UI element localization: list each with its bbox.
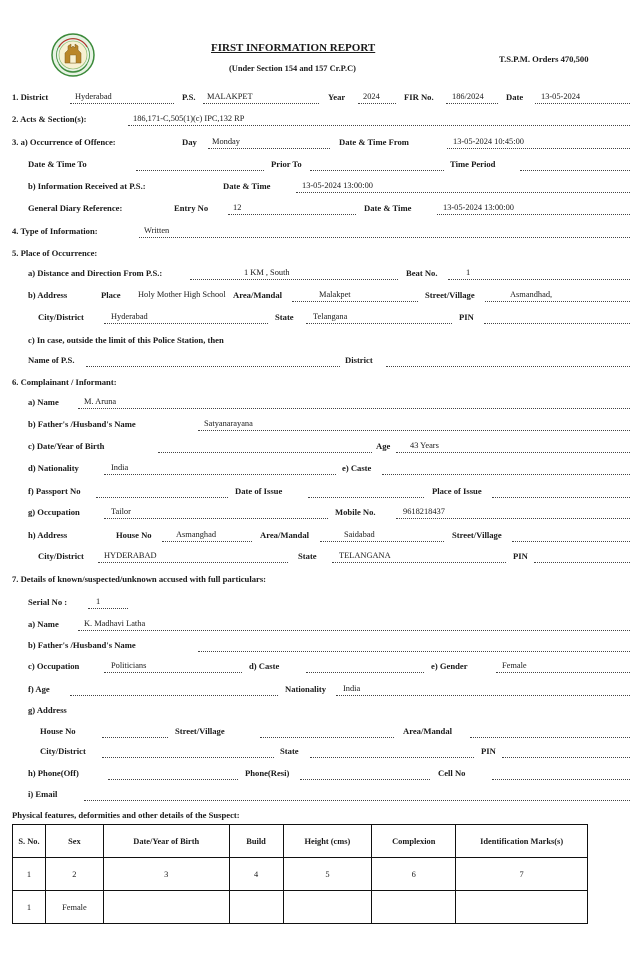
distance-label: a) Distance and Direction From P.S.: xyxy=(28,268,163,278)
dotted-line xyxy=(86,366,340,367)
accused-area-label: Area/Mandal xyxy=(403,726,453,736)
accused-city-label: City/District xyxy=(40,746,86,756)
accused-occupation-label: c) Occupation xyxy=(28,661,80,671)
ps-value: MALAKPET xyxy=(207,92,253,101)
gd-datetime-label: Date & Time xyxy=(364,203,412,213)
serial-no-value: 1 xyxy=(96,597,101,606)
time-period-label: Time Period xyxy=(450,159,496,169)
dotted-line xyxy=(84,800,630,801)
date-to-label: Date & Time To xyxy=(28,159,87,169)
info-received-label: b) Information Received at P.S.: xyxy=(28,181,146,191)
dotted-line xyxy=(78,408,630,409)
complainant-pin-label: PIN xyxy=(513,551,528,561)
address-label: b) Address xyxy=(28,290,68,300)
area-mandal-label: Area/Mandal xyxy=(233,290,283,300)
dotted-line xyxy=(300,779,430,780)
dotted-line xyxy=(139,237,630,238)
dotted-line xyxy=(496,672,630,673)
number-cell: 1 xyxy=(13,858,46,891)
accused-gender-value: Female xyxy=(502,661,527,670)
number-cell: 6 xyxy=(372,858,456,891)
occurrence-label: 3. a) Occurrence of Offence: xyxy=(12,137,116,147)
accused-state-label: State xyxy=(280,746,299,756)
fir-value: 186/2024 xyxy=(452,92,484,101)
dotted-line xyxy=(492,779,630,780)
dotted-line xyxy=(296,192,630,193)
name-ps-label: Name of P.S. xyxy=(28,355,75,365)
dotted-line xyxy=(104,474,336,475)
complainant-state-label: State xyxy=(298,551,317,561)
distance-value: 1 KM , South xyxy=(244,268,290,277)
dotted-line xyxy=(104,518,328,519)
place-occurrence-label: 5. Place of Occurrence: xyxy=(12,248,98,258)
dotted-line xyxy=(308,497,424,498)
dotted-line xyxy=(382,474,630,475)
complainant-address-label: h) Address xyxy=(28,530,68,540)
header-cell: S. No. xyxy=(13,825,46,858)
complainant-city-value: HYDERABAD xyxy=(104,551,157,560)
dotted-line xyxy=(198,651,630,652)
house-no-label: House No xyxy=(116,530,152,540)
info-datetime-label: Date & Time xyxy=(223,181,271,191)
data-cell: 1 xyxy=(13,891,46,924)
pin-label: PIN xyxy=(459,312,474,322)
dotted-line xyxy=(485,301,630,302)
dotted-line xyxy=(492,497,630,498)
mobile-label: Mobile No. xyxy=(335,507,376,517)
place-label: Place xyxy=(101,290,121,300)
dotted-line xyxy=(512,541,630,542)
complainant-caste-label: e) Caste xyxy=(342,463,372,473)
house-no-value: Asmanghad xyxy=(176,530,217,539)
place-value: Holy Mother High School xyxy=(138,290,226,299)
header-cell: Date/Year of Birth xyxy=(103,825,229,858)
day-value: Monday xyxy=(212,137,240,146)
complainant-name-value: M. Aruna xyxy=(84,397,117,406)
accused-street-label: Street/Village xyxy=(175,726,225,736)
phone-office-label: h) Phone(Off) xyxy=(28,768,79,778)
dotted-line xyxy=(535,103,630,104)
date-value: 13-05-2024 xyxy=(541,92,581,101)
dotted-line xyxy=(102,757,274,758)
data-cell xyxy=(103,891,229,924)
dotted-line xyxy=(484,323,630,324)
email-label: i) Email xyxy=(28,789,58,799)
year-value: 2024 xyxy=(363,92,380,101)
acts-label: 2. Acts & Section(s): xyxy=(12,114,87,124)
dotted-line xyxy=(102,737,168,738)
dotted-line xyxy=(320,541,444,542)
complainant-area-label: Area/Mandal xyxy=(260,530,310,540)
orders-reference: T.S.P.M. Orders 470,500 xyxy=(499,54,589,64)
complainant-nationality-label: d) Nationality xyxy=(28,463,79,473)
number-cell: 2 xyxy=(45,858,103,891)
entry-no-value: 12 xyxy=(233,203,242,212)
district-value: Hyderabad xyxy=(75,92,112,101)
dotted-line xyxy=(136,170,264,171)
dotted-line xyxy=(332,562,506,563)
entry-no-label: Entry No xyxy=(174,203,209,213)
complainant-state-value: TELANGANA xyxy=(339,551,391,560)
type-info-value: Written xyxy=(144,226,170,235)
complainant-father-value: Satyanarayana xyxy=(204,419,253,428)
dotted-line xyxy=(310,757,474,758)
table-number-row xyxy=(13,858,588,891)
date-label: Date xyxy=(506,92,524,102)
report-title: FIRST INFORMATION REPORT xyxy=(211,42,376,54)
accused-name-value: K. Madhavi Latha xyxy=(84,619,146,628)
outside-district-label: District xyxy=(345,355,373,365)
accused-name-label: a) Name xyxy=(28,619,59,629)
dotted-line xyxy=(108,779,238,780)
info-datetime-value: 13-05-2024 13:00:00 xyxy=(302,181,373,190)
dotted-line xyxy=(386,366,630,367)
data-cell xyxy=(372,891,456,924)
issue-date-label: Date of Issue xyxy=(235,486,283,496)
complainant-occupation-label: g) Occupation xyxy=(28,507,80,517)
dotted-line xyxy=(78,630,630,631)
dotted-line xyxy=(203,103,319,104)
accused-nationality-label: Nationality xyxy=(285,684,327,694)
street-village-label: Street/Village xyxy=(425,290,475,300)
complainant-street-label: Street/Village xyxy=(452,530,502,540)
state-value: Telangana xyxy=(313,312,348,321)
dotted-line xyxy=(448,279,630,280)
number-cell: 5 xyxy=(283,858,372,891)
accused-occupation-value: Politicians xyxy=(111,661,147,670)
data-cell xyxy=(229,891,283,924)
dotted-line xyxy=(534,562,630,563)
header-cell: Identification Marks(s) xyxy=(456,825,588,858)
table-row xyxy=(13,891,588,924)
complainant-area-value: Saidabad xyxy=(344,530,375,539)
serial-no-label: Serial No : xyxy=(28,597,68,607)
dotted-line xyxy=(396,518,630,519)
city-district-value: Hyderabad xyxy=(111,312,148,321)
header-cell: Complexion xyxy=(372,825,456,858)
dotted-line xyxy=(228,214,356,215)
complainant-age-value: 43 Years xyxy=(410,441,439,450)
fir-label: FIR No. xyxy=(404,92,434,102)
accused-caste-label: d) Caste xyxy=(249,661,280,671)
city-district-label: City/District xyxy=(38,312,84,322)
gd-datetime-value: 13-05-2024 13:00:00 xyxy=(443,203,514,212)
complainant-age-label: Age xyxy=(376,441,391,451)
passport-label: f) Passport No xyxy=(28,486,81,496)
beat-value: 1 xyxy=(466,268,471,277)
data-cell xyxy=(456,891,588,924)
year-label: Year xyxy=(328,92,346,102)
complainant-nationality-value: India xyxy=(111,463,129,472)
dotted-line xyxy=(198,430,630,431)
dotted-line xyxy=(396,452,630,453)
accused-house-label: House No xyxy=(40,726,76,736)
accused-gender-label: e) Gender xyxy=(431,661,468,671)
accused-address-label: g) Address xyxy=(28,705,67,715)
number-cell: 4 xyxy=(229,858,283,891)
header-cell: Sex xyxy=(45,825,103,858)
header-cell: Build xyxy=(229,825,283,858)
cell-no-label: Cell No xyxy=(438,768,466,778)
physical-features-table xyxy=(12,824,588,924)
complainant-father-label: b) Father's /Husband's Name xyxy=(28,419,136,429)
complainant-name-label: a) Name xyxy=(28,397,59,407)
dotted-line xyxy=(306,672,424,673)
dotted-line xyxy=(292,301,418,302)
dotted-line xyxy=(336,695,630,696)
dotted-line xyxy=(88,608,128,609)
dotted-line xyxy=(162,541,252,542)
dotted-line xyxy=(358,103,396,104)
telangana-emblem-logo xyxy=(51,33,95,77)
dotted-line xyxy=(158,452,372,453)
phone-resi-label: Phone(Resi) xyxy=(245,768,290,778)
state-label: State xyxy=(275,312,294,322)
district-label: 1. District xyxy=(12,92,49,102)
dotted-line xyxy=(502,757,630,758)
issue-place-label: Place of Issue xyxy=(432,486,482,496)
complainant-dob-label: c) Date/Year of Birth xyxy=(28,441,105,451)
beat-label: Beat No. xyxy=(406,268,438,278)
prior-to-label: Prior To xyxy=(271,159,302,169)
street-village-value: Asmandhad, xyxy=(510,290,553,299)
dotted-line xyxy=(446,103,498,104)
ps-label: P.S. xyxy=(182,92,196,102)
data-cell xyxy=(283,891,372,924)
complainant-label: 6. Complainant / Informant: xyxy=(12,377,117,387)
date-from-value: 13-05-2024 10:45:00 xyxy=(453,137,524,146)
gd-reference-label: General Diary Reference: xyxy=(28,203,123,213)
accused-details-label: 7. Details of known/suspected/unknown accused with full particulars: xyxy=(12,574,267,584)
physical-features-label: Physical features, deformities and other details of the Suspect: xyxy=(12,810,240,820)
accused-nationality-value: India xyxy=(343,684,361,693)
dotted-line xyxy=(470,737,630,738)
dotted-line xyxy=(104,672,242,673)
dotted-line xyxy=(306,323,452,324)
acts-value: 186,171-C,505(1)(c) IPC,132 RP xyxy=(133,114,245,123)
table-header-row xyxy=(13,825,588,858)
type-info-label: 4. Type of Information: xyxy=(12,226,98,236)
dotted-line xyxy=(98,562,288,563)
header-cell: Height (cms) xyxy=(283,825,372,858)
mobile-value: 9618218437 xyxy=(403,507,445,516)
dotted-line xyxy=(104,323,268,324)
dotted-line xyxy=(70,695,278,696)
outside-limit-label: c) In case, outside the limit of this Police Station, then xyxy=(28,335,224,345)
dotted-line xyxy=(520,170,630,171)
accused-pin-label: PIN xyxy=(481,746,496,756)
number-cell: 3 xyxy=(103,858,229,891)
dotted-line xyxy=(208,148,330,149)
dotted-line xyxy=(437,214,630,215)
dotted-line xyxy=(96,497,228,498)
complainant-occupation-value: Tailor xyxy=(111,507,131,516)
dotted-line xyxy=(260,737,394,738)
dotted-line xyxy=(310,170,444,171)
dotted-line xyxy=(190,279,398,280)
dotted-line xyxy=(128,125,630,126)
day-label: Day xyxy=(182,137,197,147)
area-mandal-value: Malakpet xyxy=(319,290,351,299)
report-subtitle: (Under Section 154 and 157 Cr.P.C) xyxy=(229,64,356,73)
dotted-line xyxy=(447,148,630,149)
accused-father-label: b) Father's /Husband's Name xyxy=(28,640,136,650)
accused-age-label: f) Age xyxy=(28,684,50,694)
complainant-city-label: City/District xyxy=(38,551,84,561)
number-cell: 7 xyxy=(456,858,588,891)
date-from-label: Date & Time From xyxy=(339,137,409,147)
data-cell: Female xyxy=(45,891,103,924)
dotted-line xyxy=(70,103,174,104)
